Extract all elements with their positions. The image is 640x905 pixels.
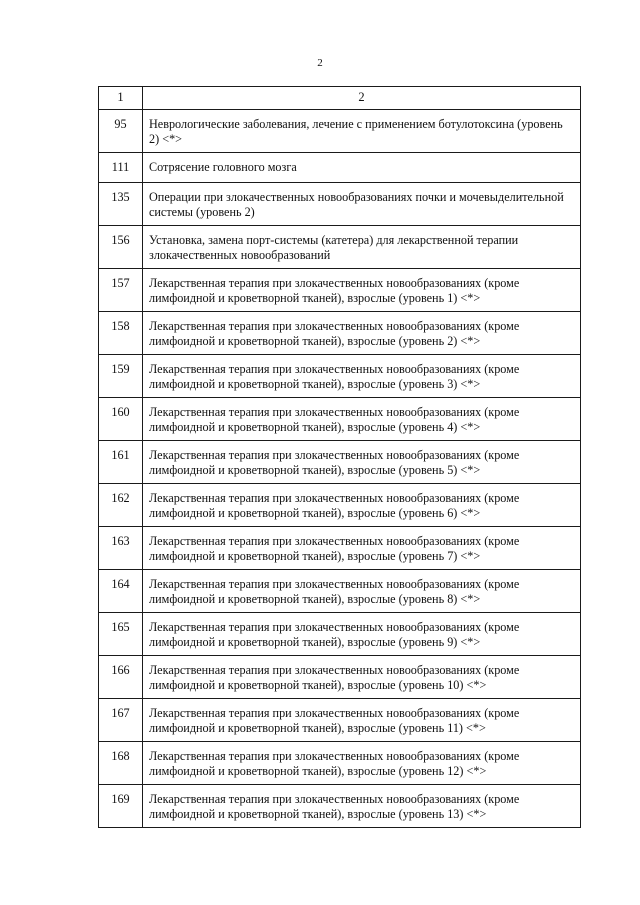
row-number: 165	[99, 613, 143, 656]
table-row	[99, 226, 581, 269]
table-row	[99, 699, 581, 742]
row-number: 169	[99, 785, 143, 828]
row-description: Установка, замена порт-системы (катетера) для лекарственной терапии злокачественных новообразований	[143, 226, 581, 269]
table-row	[99, 570, 581, 613]
row-number: 167	[99, 699, 143, 742]
row-number: 157	[99, 269, 143, 312]
table-row	[99, 613, 581, 656]
table-row	[99, 527, 581, 570]
row-description: Неврологические заболевания, лечение с применением ботулотоксина (уровень 2) <*>	[143, 110, 581, 153]
column-header-2: 2	[143, 87, 581, 110]
document-table	[98, 86, 581, 828]
row-description: Сотрясение головного мозга	[143, 153, 581, 183]
row-number: 158	[99, 312, 143, 355]
row-description: Лекарственная терапия при злокачественных новообразованиях (кроме лимфоидной и кроветворной тканей), взрослые (уровень 11) <*>	[143, 699, 581, 742]
table-row	[99, 183, 581, 226]
table-row	[99, 484, 581, 527]
table-row	[99, 269, 581, 312]
row-number: 135	[99, 183, 143, 226]
row-description: Лекарственная терапия при злокачественных новообразованиях (кроме лимфоидной и кроветворной тканей), взрослые (уровень 9) <*>	[143, 613, 581, 656]
row-number: 161	[99, 441, 143, 484]
row-number: 166	[99, 656, 143, 699]
row-description: Лекарственная терапия при злокачественных новообразованиях (кроме лимфоидной и кроветворной тканей), взрослые (уровень 12) <*>	[143, 742, 581, 785]
table-row	[99, 742, 581, 785]
row-number: 162	[99, 484, 143, 527]
row-description: Лекарственная терапия при злокачественных новообразованиях (кроме лимфоидной и кроветворной тканей), взрослые (уровень 2) <*>	[143, 312, 581, 355]
table-row	[99, 785, 581, 828]
row-description: Лекарственная терапия при злокачественных новообразованиях (кроме лимфоидной и кроветворной тканей), взрослые (уровень 10) <*>	[143, 656, 581, 699]
row-number: 111	[99, 153, 143, 183]
table-row	[99, 312, 581, 355]
column-header-1: 1	[99, 87, 143, 110]
table-row	[99, 110, 581, 153]
row-description: Лекарственная терапия при злокачественных новообразованиях (кроме лимфоидной и кроветворной тканей), взрослые (уровень 3) <*>	[143, 355, 581, 398]
page-number: 2	[317, 57, 323, 69]
row-description: Операции при злокачественных новообразованиях почки и мочевыделительной системы (уровень 2)	[143, 183, 581, 226]
row-description: Лекарственная терапия при злокачественных новообразованиях (кроме лимфоидной и кроветворной тканей), взрослые (уровень 5) <*>	[143, 441, 581, 484]
row-number: 163	[99, 527, 143, 570]
table-row	[99, 656, 581, 699]
row-number: 159	[99, 355, 143, 398]
row-number: 168	[99, 742, 143, 785]
row-number: 95	[99, 110, 143, 153]
table-row	[99, 398, 581, 441]
table-row	[99, 355, 581, 398]
table-row	[99, 153, 581, 183]
row-description: Лекарственная терапия при злокачественных новообразованиях (кроме лимфоидной и кроветворной тканей), взрослые (уровень 7) <*>	[143, 527, 581, 570]
row-description: Лекарственная терапия при злокачественных новообразованиях (кроме лимфоидной и кроветворной тканей), взрослые (уровень 4) <*>	[143, 398, 581, 441]
row-description: Лекарственная терапия при злокачественных новообразованиях (кроме лимфоидной и кроветворной тканей), взрослые (уровень 13) <*>	[143, 785, 581, 828]
row-description: Лекарственная терапия при злокачественных новообразованиях (кроме лимфоидной и кроветворной тканей), взрослые (уровень 6) <*>	[143, 484, 581, 527]
table-row	[99, 441, 581, 484]
row-number: 164	[99, 570, 143, 613]
table-header-row	[99, 87, 581, 110]
row-number: 156	[99, 226, 143, 269]
row-description: Лекарственная терапия при злокачественных новообразованиях (кроме лимфоидной и кроветворной тканей), взрослые (уровень 1) <*>	[143, 269, 581, 312]
row-number: 160	[99, 398, 143, 441]
row-description: Лекарственная терапия при злокачественных новообразованиях (кроме лимфоидной и кроветворной тканей), взрослые (уровень 8) <*>	[143, 570, 581, 613]
